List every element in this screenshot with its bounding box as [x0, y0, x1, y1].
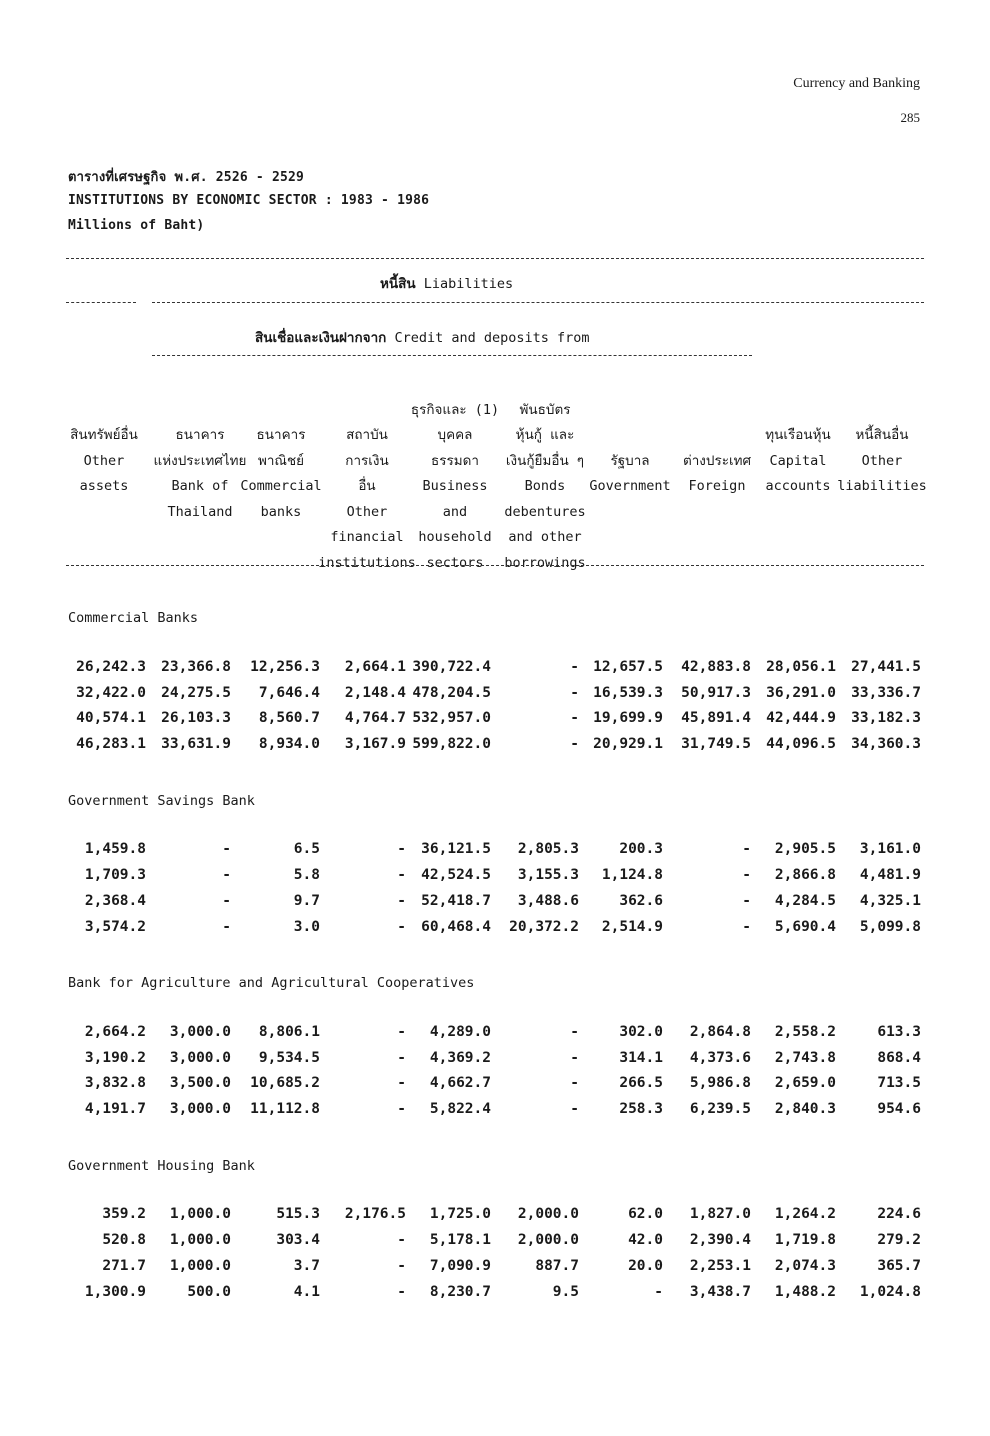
column-header-line: ธุรกิจและ (1)	[410, 401, 500, 418]
table-cell: 3,167.9	[344, 736, 406, 752]
table-cell: 2,659.0	[774, 1075, 836, 1091]
table-cell: 1,000.0	[169, 1232, 231, 1248]
table-cell: 2,905.5	[774, 841, 836, 857]
table-cell: 46,283.1	[76, 736, 146, 752]
header-bottom-rule	[66, 565, 924, 566]
table-cell: 8,806.1	[258, 1024, 320, 1040]
table-cell: 9,534.5	[258, 1050, 320, 1066]
table-cell: -	[397, 1284, 406, 1300]
table-cell: -	[222, 893, 231, 909]
table-cell: 3,190.2	[84, 1050, 146, 1066]
table-units: Millions of Baht)	[68, 218, 205, 233]
table-cell: 4,373.6	[689, 1050, 751, 1066]
column-header-line: financial	[330, 529, 404, 545]
table-cell: 23,366.8	[161, 659, 231, 675]
table-cell: 1,719.8	[774, 1232, 836, 1248]
table-cell: 60,468.4	[421, 919, 491, 935]
table-cell: 28,056.1	[766, 659, 836, 675]
table-row	[0, 1232, 990, 1258]
table-cell: 478,204.5	[412, 685, 491, 701]
table-cell: 4,325.1	[859, 893, 921, 909]
table-cell: 27,441.5	[851, 659, 921, 675]
table-cell: 4.1	[293, 1284, 320, 1300]
table-cell: 42,883.8	[681, 659, 751, 675]
table-cell: 5,822.4	[429, 1101, 491, 1117]
column-header-line: หุ้นกู้ และ	[515, 427, 575, 443]
table-cell: 20,372.2	[509, 919, 579, 935]
column-header-line: เงินกู้ยืมอื่น ๆ	[505, 452, 585, 469]
table-cell: 2,176.5	[344, 1206, 406, 1222]
column-header-line: Bank of	[171, 478, 229, 494]
table-cell: 8,934.0	[258, 736, 320, 752]
column-header-line: แห่งประเทศไทย	[153, 452, 247, 469]
table-cell: 5.8	[293, 867, 320, 883]
table-cell: 1,264.2	[774, 1206, 836, 1222]
table-cell: 4,284.5	[774, 893, 836, 909]
table-cell: 2,558.2	[774, 1024, 836, 1040]
table-cell: -	[742, 893, 751, 909]
column-header-line: Commercial	[240, 478, 322, 494]
table-cell: 390,722.4	[412, 659, 491, 675]
table-cell: 599,822.0	[412, 736, 491, 752]
column-header-line: institutions	[318, 554, 416, 571]
column-header-line: สินทรัพย์อื่น	[70, 427, 138, 443]
table-cell: 3.0	[293, 919, 320, 935]
table-cell: 42,444.9	[766, 710, 836, 726]
table-cell: -	[570, 659, 579, 675]
table-cell: -	[222, 841, 231, 857]
table-cell: 613.3	[877, 1024, 921, 1040]
table-cell: 3.7	[293, 1258, 320, 1274]
table-cell: 9.7	[293, 893, 320, 909]
credit-deposits-heading-english: Credit and deposits from	[394, 330, 590, 346]
table-cell: 4,662.7	[429, 1075, 491, 1091]
table-cell: 3,155.3	[517, 867, 579, 883]
table-cell: 62.0	[628, 1206, 663, 1222]
section-title: Commercial Banks	[68, 610, 199, 626]
table-row	[0, 685, 990, 711]
table-cell: -	[397, 919, 406, 935]
column-header-line: พาณิชย์	[257, 452, 305, 469]
table-cell: 303.4	[276, 1232, 320, 1248]
column-header-line: Bonds	[524, 478, 566, 494]
table-cell: 258.3	[619, 1101, 663, 1117]
table-row	[0, 1206, 990, 1232]
column-header-line: ทุนเรือนหุ้น	[765, 427, 831, 443]
table-cell: -	[397, 1232, 406, 1248]
table-cell: 24,275.5	[161, 685, 231, 701]
column-header-line	[822, 372, 942, 398]
table-row	[0, 867, 990, 893]
rule-credit-deposits	[152, 355, 752, 356]
table-cell: 4,289.0	[429, 1024, 491, 1040]
table-cell: 42,524.5	[421, 867, 491, 883]
table-cell: 271.7	[102, 1258, 146, 1274]
table-cell: 3,488.6	[517, 893, 579, 909]
table-cell: -	[570, 685, 579, 701]
table-cell: 2,664.2	[84, 1024, 146, 1040]
table-cell: 40,574.1	[76, 710, 146, 726]
table-cell: 12,256.3	[250, 659, 320, 675]
table-cell: 200.3	[619, 841, 663, 857]
column-header-line	[822, 551, 942, 577]
table-cell: -	[570, 1050, 579, 1066]
top-rule	[66, 258, 924, 259]
table-cell: 1,827.0	[689, 1206, 751, 1222]
column-header-line: liabilities	[837, 478, 927, 494]
table-cell: 279.2	[877, 1232, 921, 1248]
table-title-english: INSTITUTIONS BY ECONOMIC SECTOR : 1983 - 1986	[68, 193, 430, 208]
table-cell: -	[397, 1258, 406, 1274]
table-cell: 45,891.4	[681, 710, 751, 726]
column-header-line	[822, 525, 942, 551]
table-cell: 4,764.7	[344, 710, 406, 726]
table-cell: -	[397, 867, 406, 883]
rule-liabilities	[152, 302, 924, 303]
table-cell: -	[654, 1284, 663, 1300]
table-cell: 515.3	[276, 1206, 320, 1222]
table-cell: 2,000.0	[517, 1206, 579, 1222]
table-cell: 11,112.8	[250, 1101, 320, 1117]
column-header-line: อื่น	[358, 478, 376, 494]
table-row	[0, 659, 990, 685]
table-cell: 2,805.3	[517, 841, 579, 857]
table-cell: -	[570, 1101, 579, 1117]
table-cell: 1,488.2	[774, 1284, 836, 1300]
table-cell: 1,725.0	[429, 1206, 491, 1222]
table-cell: 19,699.9	[593, 710, 663, 726]
column-header-line: Business	[422, 478, 488, 494]
table-cell: 31,749.5	[681, 736, 751, 752]
table-cell: 362.6	[619, 893, 663, 909]
table-cell: -	[397, 1050, 406, 1066]
column-header-line: Other	[861, 452, 903, 469]
table-cell: 2,000.0	[517, 1232, 579, 1248]
column-header-line: ธรรมดา	[431, 452, 479, 469]
column-header-line: ต่างประเทศ	[682, 452, 752, 469]
table-cell: 7,090.9	[429, 1258, 491, 1274]
table-row	[0, 841, 990, 867]
table-cell: 1,000.0	[169, 1258, 231, 1274]
liabilities-heading-thai: หนี้สิน	[380, 276, 416, 292]
table-cell: 33,336.7	[851, 685, 921, 701]
table-cell: 20,929.1	[593, 736, 663, 752]
table-row	[0, 893, 990, 919]
column-header-line: Other	[83, 452, 125, 469]
table-cell: 532,957.0	[412, 710, 491, 726]
table-cell: 887.7	[535, 1258, 579, 1274]
table-cell: 1,024.8	[859, 1284, 921, 1300]
table-row	[0, 1101, 990, 1127]
table-title-thai: ตารางที่เศรษฐกิจ พ.ศ. 2526 - 2529	[68, 170, 305, 185]
credit-deposits-heading	[255, 326, 590, 348]
table-cell: -	[742, 841, 751, 857]
column-header-line: banks	[260, 503, 302, 520]
table-cell: 6,239.5	[689, 1101, 751, 1117]
running-head: Currency and Banking	[793, 76, 920, 91]
table-cell: 2,514.9	[601, 919, 663, 935]
column-header-line	[822, 398, 942, 424]
table-cell: 3,438.7	[689, 1284, 751, 1300]
table-cell: 2,253.1	[689, 1258, 751, 1274]
column-header-line: Thailand	[167, 503, 233, 520]
column-header-line: Foreign	[688, 478, 746, 494]
column-header-line: บุคคล	[437, 427, 473, 443]
table-cell: 6.5	[293, 841, 320, 857]
table-cell: 32,422.0	[76, 685, 146, 701]
table-cell: 1,124.8	[601, 867, 663, 883]
table-cell: 3,500.0	[169, 1075, 231, 1091]
table-cell: 302.0	[619, 1024, 663, 1040]
table-cell: -	[397, 893, 406, 909]
column-header-line: and	[442, 503, 468, 520]
column-header-line: household	[418, 529, 492, 545]
column-header-line: สถาบัน	[346, 427, 388, 443]
table-cell: 3,000.0	[169, 1050, 231, 1066]
table-cell: 4,191.7	[84, 1101, 146, 1117]
table-cell: 2,743.8	[774, 1050, 836, 1066]
table-cell: 26,103.3	[161, 710, 231, 726]
table-cell: 3,161.0	[859, 841, 921, 857]
column-header-10	[822, 372, 942, 576]
table-cell: 2,390.4	[689, 1232, 751, 1248]
column-header-line: Government	[589, 478, 671, 494]
table-cell: -	[742, 919, 751, 935]
table-cell: -	[570, 710, 579, 726]
table-cell: 3,000.0	[169, 1101, 231, 1117]
table-cell: 1,000.0	[169, 1206, 231, 1222]
table-cell: 2,074.3	[774, 1258, 836, 1274]
table-cell: 33,631.9	[161, 736, 231, 752]
table-cell: 7,646.4	[258, 685, 320, 701]
table-cell: 26,242.3	[76, 659, 146, 675]
table-cell: 52,418.7	[421, 893, 491, 909]
table-cell: 3,832.8	[84, 1075, 146, 1091]
liabilities-heading	[380, 272, 513, 294]
table-row	[0, 1050, 990, 1076]
table-cell: 50,917.3	[681, 685, 751, 701]
column-header-line: assets	[79, 478, 129, 494]
table-cell: 34,360.3	[851, 736, 921, 752]
table-cell: 42.0	[628, 1232, 663, 1248]
column-header-line: พันธบัตร	[519, 401, 571, 418]
table-cell: 33,182.3	[851, 710, 921, 726]
table-row	[0, 919, 990, 945]
table-cell: -	[397, 1024, 406, 1040]
column-header-line: Other	[346, 503, 388, 520]
table-cell: 2,866.8	[774, 867, 836, 883]
table-cell: 8,560.7	[258, 710, 320, 726]
credit-deposits-heading-thai: สินเชื่อและเงินฝากจาก	[255, 330, 387, 346]
table-cell: 4,481.9	[859, 867, 921, 883]
table-cell: 36,291.0	[766, 685, 836, 701]
table-cell: 359.2	[102, 1206, 146, 1222]
column-header-line: รัฐบาล	[610, 452, 650, 469]
table-cell: 9.5	[552, 1284, 579, 1300]
column-header-line	[822, 500, 942, 526]
column-header-line: ธนาคาร	[256, 427, 306, 443]
table-cell: 3,000.0	[169, 1024, 231, 1040]
table-cell: 2,148.4	[344, 685, 406, 701]
table-cell: 365.7	[877, 1258, 921, 1274]
table-row	[0, 710, 990, 736]
column-header-line: การเงิน	[345, 452, 389, 469]
table-cell: 1,709.3	[84, 867, 146, 883]
table-cell: 5,178.1	[429, 1232, 491, 1248]
table-cell: 10,685.2	[250, 1075, 320, 1091]
table-cell: 16,539.3	[593, 685, 663, 701]
table-cell: 2,368.4	[84, 893, 146, 909]
table-cell: 5,986.8	[689, 1075, 751, 1091]
section-title: Bank for Agriculture and Agricultural Cooperatives	[68, 975, 475, 991]
column-header-line: borrowings	[504, 554, 586, 571]
liabilities-heading-english: Liabilities	[423, 276, 514, 292]
table-cell: 36,121.5	[421, 841, 491, 857]
column-header-line: sectors	[426, 554, 484, 571]
table-cell: 224.6	[877, 1206, 921, 1222]
table-cell: 8,230.7	[429, 1284, 491, 1300]
column-header-line: and other	[508, 529, 582, 545]
table-cell: 1,459.8	[84, 841, 146, 857]
column-header-line: accounts	[765, 478, 831, 494]
column-header-line: debentures	[504, 503, 586, 520]
table-cell: -	[397, 1075, 406, 1091]
table-cell: 954.6	[877, 1101, 921, 1117]
table-cell: 5,690.4	[774, 919, 836, 935]
table-row	[0, 1258, 990, 1284]
column-header-line: Capital	[769, 452, 827, 469]
table-cell: -	[222, 919, 231, 935]
column-header-line: หนี้สินอื่น	[855, 427, 909, 443]
table-cell: 713.5	[877, 1075, 921, 1091]
table-cell: 12,657.5	[593, 659, 663, 675]
table-cell: 868.4	[877, 1050, 921, 1066]
table-row	[0, 1284, 990, 1310]
table-cell: -	[742, 867, 751, 883]
column-header-line: ธนาคาร	[175, 427, 225, 443]
table-row	[0, 1075, 990, 1101]
table-cell: 520.8	[102, 1232, 146, 1248]
table-cell: -	[570, 736, 579, 752]
rule-other-assets	[66, 302, 136, 303]
table-cell: -	[222, 867, 231, 883]
table-cell: 2,864.8	[689, 1024, 751, 1040]
section-title: Government Housing Bank	[68, 1158, 255, 1174]
table-cell: -	[570, 1075, 579, 1091]
table-cell: 1,300.9	[84, 1284, 146, 1300]
table-row	[0, 736, 990, 762]
table-cell: 20.0	[628, 1258, 663, 1274]
table-cell: 44,096.5	[766, 736, 836, 752]
page-number: 285	[900, 110, 920, 125]
table-cell: 2,840.3	[774, 1101, 836, 1117]
table-cell: 500.0	[187, 1284, 231, 1300]
section-title: Government Savings Bank	[68, 793, 255, 809]
table-cell: -	[397, 841, 406, 857]
table-cell: 266.5	[619, 1075, 663, 1091]
table-cell: 314.1	[619, 1050, 663, 1066]
table-cell: 2,664.1	[344, 659, 406, 675]
table-cell: 3,574.2	[84, 919, 146, 935]
table-cell: 5,099.8	[859, 919, 921, 935]
table-cell: 4,369.2	[429, 1050, 491, 1066]
table-row	[0, 1024, 990, 1050]
table-cell: -	[570, 1024, 579, 1040]
table-cell: -	[397, 1101, 406, 1117]
